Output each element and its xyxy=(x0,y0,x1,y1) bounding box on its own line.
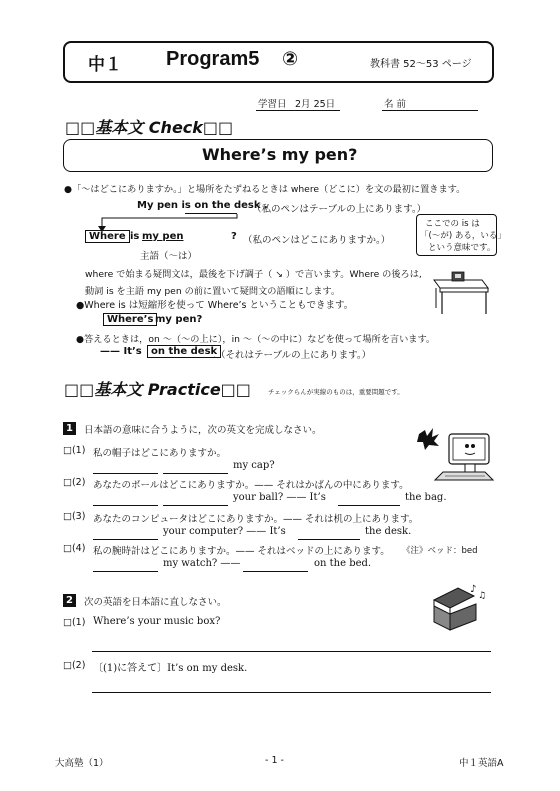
q4-english-b: on the bed. xyxy=(314,558,372,569)
q4-japanese: 私の腕時計はどこにありますか。—— それはベッドの上にあります。 xyxy=(93,546,390,557)
subject-label: 主語（〜は） xyxy=(140,251,198,262)
pattern-title: Where’s my pen? xyxy=(202,145,358,164)
program-title: Program5 xyxy=(166,48,260,70)
p1-english: Where’s your music box? xyxy=(93,616,221,627)
section-2-title: 次の英語を日本語に直しなさい。 xyxy=(84,597,227,608)
question-translation: （私のペンはどこにありますか。） xyxy=(243,235,391,246)
q4-note: 《注》ベッド：bed xyxy=(402,546,478,556)
explanation-line-2: 動詞 is を主語 my pen の前に置いて疑問文の語順にします。 xyxy=(85,286,341,297)
desk-illustration xyxy=(428,268,490,316)
answer-translation: .（それはテーブルの上にあります。） xyxy=(213,350,372,361)
bullet-where-usage: ●「〜はどこにありますか。」と場所をたずねるときは where（どこに）を文の最初に置きます。 xyxy=(64,184,466,195)
example-sentence: My pen is on the desk . xyxy=(137,200,268,211)
q2-blank-3[interactable] xyxy=(338,505,400,506)
textbook-pages: 教科書 52〜53 ページ xyxy=(370,59,472,70)
q1-blank-2[interactable] xyxy=(163,473,228,474)
p2-answer-line[interactable] xyxy=(92,692,491,693)
wheres-box: Where’s xyxy=(103,313,157,326)
wheres-rest: my pen? xyxy=(155,314,203,325)
footer-left: 大高塾（1） xyxy=(55,758,109,769)
svg-text:♫: ♫ xyxy=(478,591,487,601)
my-pen-word: my pen xyxy=(142,231,184,242)
bullet-answer: ●答えるときは，on 〜（〜の上に），in 〜（〜の中に）などを使って場所を言います。 xyxy=(76,334,436,345)
question-mark: ? xyxy=(231,231,237,242)
q3-blank-2[interactable] xyxy=(298,539,360,540)
p1-answer-line[interactable] xyxy=(92,651,491,652)
is-word: is xyxy=(130,231,140,242)
arrow-line xyxy=(98,204,238,232)
section-1-title: 日本語の意味に合うように，次の英文を完成しなさい。 xyxy=(84,425,322,436)
q3-blank-1[interactable] xyxy=(93,539,158,540)
bullet-contraction: ●Where is は短縮形を使って Where’s ということもできます。 xyxy=(76,300,354,311)
computer-illustration xyxy=(415,428,497,488)
section-1-number: 1 xyxy=(63,422,76,435)
q2-label: □(2) xyxy=(63,477,86,488)
p1-label: □(1) xyxy=(63,617,86,628)
q2-english-b: the bag. xyxy=(405,492,447,503)
practice-note: チェックらんが実線のものは，重要問題です。 xyxy=(268,388,404,396)
date-label: 学習日 xyxy=(258,99,287,110)
q3-english-a: your computer? —— It’s xyxy=(163,526,286,537)
footer-right: 中１英語A xyxy=(459,758,504,769)
date-value: 2月 25日 xyxy=(295,99,336,110)
name-field[interactable] xyxy=(382,110,478,111)
note-line-2: 「(〜が) ある，いる」 xyxy=(420,231,506,241)
q2-blank-1[interactable] xyxy=(93,505,158,506)
q1-label: □(1) xyxy=(63,445,86,456)
q3-japanese: あなたのコンピュータはどこにありますか。—— それは机の上にあります。 xyxy=(93,514,419,525)
grade-label: 中１ xyxy=(88,55,122,75)
section-2-number: 2 xyxy=(63,594,76,607)
note-line-3: という意味です。 xyxy=(428,243,496,253)
q4-label: □(4) xyxy=(63,543,86,554)
on-the-desk-box: on the desk xyxy=(147,345,221,358)
q3-label: □(3) xyxy=(63,511,86,522)
page-number: - 1 - xyxy=(265,755,284,766)
p2-label: □(2) xyxy=(63,660,86,671)
date-underline xyxy=(256,110,340,111)
q1-japanese: 私の帽子はどこにありますか。 xyxy=(93,448,227,459)
program-part: ② xyxy=(282,48,299,70)
q1-blank-1[interactable] xyxy=(93,473,158,474)
q4-english-a: my watch? —— xyxy=(163,558,241,569)
q2-japanese: あなたのボールはどこにありますか。—— それはかばんの中にあります。 xyxy=(93,480,409,491)
example-translation: （私のペンはテーブルの上にあります。） xyxy=(252,204,427,215)
note-line-1: ここでの is は xyxy=(425,219,480,229)
check-heading: □□基本文 Check□□ xyxy=(65,118,234,137)
q3-english-b: the desk. xyxy=(365,526,412,537)
answer-prefix: —— It’s xyxy=(100,346,142,357)
q2-blank-2[interactable] xyxy=(163,505,228,506)
q1-english: my cap? xyxy=(233,460,275,471)
name-label: 名 前 xyxy=(384,99,407,110)
explanation-line-1: where で始まる疑問文は，最後を下げ調子（ ↘ ）で言います。Where の後ろは, xyxy=(85,269,422,280)
q4-blank-1[interactable] xyxy=(93,571,158,572)
where-box: Where xyxy=(85,230,130,243)
q4-blank-2[interactable] xyxy=(243,571,308,572)
music-box-illustration xyxy=(428,582,490,634)
p2-english: 〔(1)に答えて〕It’s on my desk. xyxy=(93,663,248,674)
svg-text:♪: ♪ xyxy=(470,584,477,595)
q2-english-a: your ball? —— It’s xyxy=(233,492,326,503)
practice-heading: □□基本文 Practice□□ xyxy=(64,380,251,399)
